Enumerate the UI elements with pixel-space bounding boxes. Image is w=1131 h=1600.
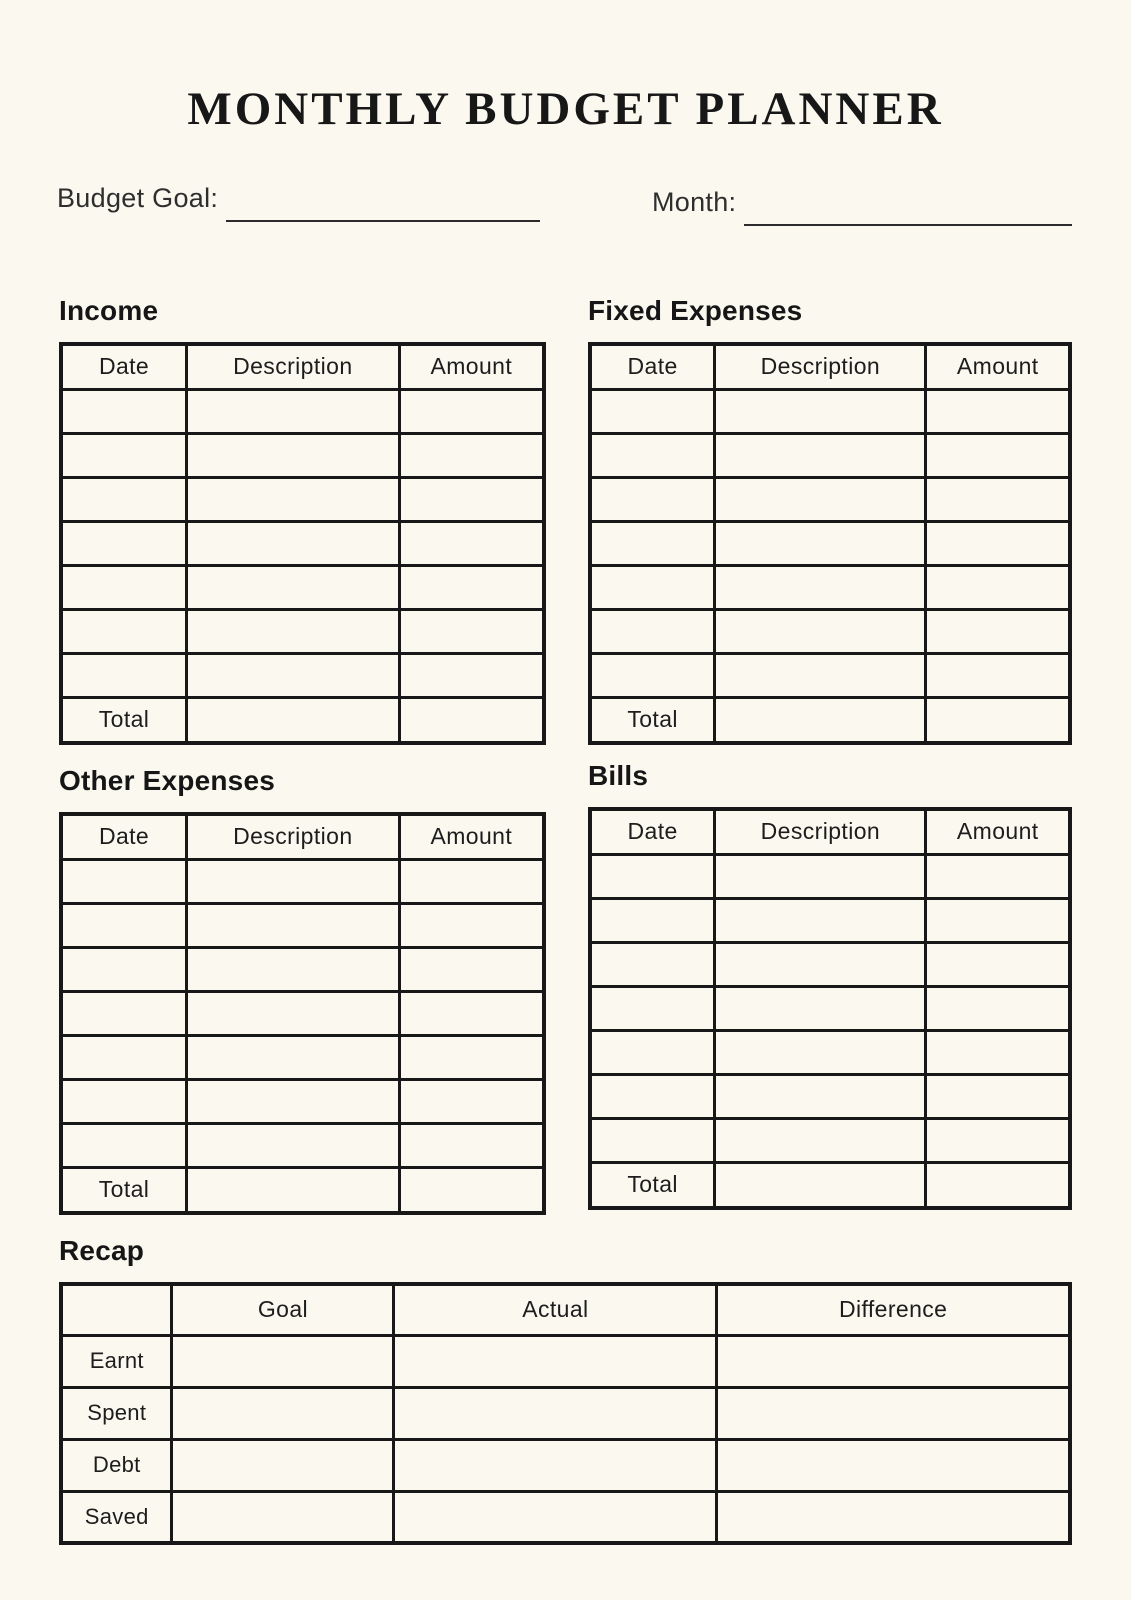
- empty-description-cell[interactable]: [715, 653, 926, 697]
- budget-goal-field: [57, 184, 540, 214]
- recap-debt-actual-cell[interactable]: [394, 1439, 717, 1491]
- entry-row: [590, 1030, 1070, 1074]
- empty-description-cell[interactable]: [187, 653, 400, 697]
- total-amount-cell[interactable]: [399, 697, 544, 743]
- empty-amount-cell[interactable]: [399, 1035, 544, 1079]
- empty-description-cell[interactable]: [187, 565, 400, 609]
- empty-date-cell[interactable]: [590, 898, 715, 942]
- empty-date-cell[interactable]: [61, 1035, 187, 1079]
- recap-debt-difference-cell[interactable]: [717, 1439, 1070, 1491]
- empty-date-cell[interactable]: [590, 389, 715, 433]
- total-description-cell[interactable]: [187, 1167, 400, 1213]
- section-bills: [588, 762, 1072, 1210]
- empty-amount-cell[interactable]: [399, 433, 544, 477]
- empty-amount-cell[interactable]: [926, 609, 1070, 653]
- recap-column-header-goal: Goal: [172, 1284, 394, 1335]
- empty-description-cell[interactable]: [715, 1030, 926, 1074]
- total-row: [61, 697, 544, 743]
- entry-row: [61, 521, 544, 565]
- recap-row-label-spent: Spent: [61, 1387, 172, 1439]
- empty-amount-cell[interactable]: [926, 653, 1070, 697]
- month-label: Month:: [652, 187, 737, 217]
- recap-row: [61, 1335, 1070, 1387]
- recap-row-label-earnt: Earnt: [61, 1335, 172, 1387]
- month-input-line[interactable]: [744, 216, 1072, 226]
- entry-row: [61, 433, 544, 477]
- empty-amount-cell[interactable]: [926, 854, 1070, 898]
- empty-amount-cell[interactable]: [926, 1074, 1070, 1118]
- empty-description-cell[interactable]: [187, 1079, 400, 1123]
- recap-table: [59, 1282, 1072, 1545]
- empty-date-cell[interactable]: [61, 991, 187, 1035]
- recap-saved-goal-cell[interactable]: [172, 1491, 394, 1543]
- empty-description-cell[interactable]: [715, 521, 926, 565]
- bills-table: [588, 807, 1072, 1210]
- empty-date-cell[interactable]: [61, 653, 187, 697]
- empty-date-cell[interactable]: [590, 433, 715, 477]
- empty-amount-cell[interactable]: [399, 947, 544, 991]
- fixed-expenses-table: [588, 342, 1072, 745]
- total-label: Total: [590, 697, 715, 743]
- income-heading: Income: [59, 295, 159, 326]
- entry-row: [590, 609, 1070, 653]
- entry-row: [590, 477, 1070, 521]
- empty-description-cell[interactable]: [187, 859, 400, 903]
- column-header-amount: Amount: [399, 344, 544, 389]
- empty-amount-cell[interactable]: [399, 477, 544, 521]
- recap-spent-actual-cell[interactable]: [394, 1387, 717, 1439]
- empty-date-cell[interactable]: [590, 653, 715, 697]
- empty-amount-cell[interactable]: [926, 942, 1070, 986]
- entry-row: [61, 653, 544, 697]
- empty-date-cell[interactable]: [590, 1074, 715, 1118]
- empty-date-cell[interactable]: [61, 1123, 187, 1167]
- entry-row: [590, 942, 1070, 986]
- empty-description-cell[interactable]: [715, 609, 926, 653]
- empty-amount-cell[interactable]: [926, 389, 1070, 433]
- empty-description-cell[interactable]: [187, 521, 400, 565]
- column-header-amount: Amount: [399, 814, 544, 859]
- entry-row: [590, 1074, 1070, 1118]
- empty-amount-cell[interactable]: [399, 859, 544, 903]
- section-other-expenses: [59, 767, 546, 1215]
- budget-goal-input-line[interactable]: [226, 212, 540, 222]
- recap-row-label-saved: Saved: [61, 1491, 172, 1543]
- empty-date-cell[interactable]: [590, 565, 715, 609]
- column-header-description: Description: [187, 344, 400, 389]
- empty-amount-cell[interactable]: [926, 433, 1070, 477]
- empty-amount-cell[interactable]: [399, 389, 544, 433]
- empty-description-cell[interactable]: [187, 903, 400, 947]
- empty-description-cell[interactable]: [187, 947, 400, 991]
- entry-row: [61, 1079, 544, 1123]
- entry-row: [61, 1123, 544, 1167]
- recap-earnt-difference-cell[interactable]: [717, 1335, 1070, 1387]
- page-title: MONTHLY BUDGET PLANNER: [187, 83, 944, 135]
- column-header-description: Description: [715, 809, 926, 854]
- empty-description-cell[interactable]: [715, 942, 926, 986]
- total-description-cell[interactable]: [715, 697, 926, 743]
- total-row: [590, 697, 1070, 743]
- column-header-date: Date: [590, 809, 715, 854]
- recap-earnt-goal-cell[interactable]: [172, 1335, 394, 1387]
- empty-amount-cell[interactable]: [926, 1030, 1070, 1074]
- empty-description-cell[interactable]: [715, 986, 926, 1030]
- column-header-description: Description: [187, 814, 400, 859]
- total-row: [590, 1162, 1070, 1208]
- total-label: Total: [590, 1162, 715, 1208]
- recap-earnt-actual-cell[interactable]: [394, 1335, 717, 1387]
- empty-date-cell[interactable]: [61, 947, 187, 991]
- empty-description-cell[interactable]: [187, 389, 400, 433]
- entry-row: [590, 433, 1070, 477]
- entry-row: [590, 854, 1070, 898]
- total-label: Total: [61, 697, 187, 743]
- total-description-cell[interactable]: [187, 697, 400, 743]
- empty-date-cell[interactable]: [590, 1030, 715, 1074]
- empty-description-cell[interactable]: [715, 477, 926, 521]
- recap-row: [61, 1439, 1070, 1491]
- empty-description-cell[interactable]: [715, 854, 926, 898]
- empty-date-cell[interactable]: [61, 1079, 187, 1123]
- total-amount-cell[interactable]: [926, 1162, 1070, 1208]
- recap-row: [61, 1491, 1070, 1543]
- income-table: [59, 342, 546, 745]
- empty-date-cell[interactable]: [61, 477, 187, 521]
- column-header-amount: Amount: [926, 344, 1070, 389]
- total-amount-cell[interactable]: [399, 1167, 544, 1213]
- empty-amount-cell[interactable]: [926, 986, 1070, 1030]
- column-header-date: Date: [61, 344, 187, 389]
- entry-row: [61, 609, 544, 653]
- entry-row: [61, 565, 544, 609]
- empty-date-cell[interactable]: [61, 521, 187, 565]
- entry-row: [61, 477, 544, 521]
- entry-row: [590, 521, 1070, 565]
- recap-column-header-difference: Difference: [717, 1284, 1070, 1335]
- empty-description-cell[interactable]: [715, 898, 926, 942]
- empty-description-cell[interactable]: [715, 1074, 926, 1118]
- budget-goal-label: Budget Goal:: [57, 183, 219, 213]
- entry-row: [61, 389, 544, 433]
- recap-saved-difference-cell[interactable]: [717, 1491, 1070, 1543]
- entry-row: [61, 947, 544, 991]
- empty-description-cell[interactable]: [715, 565, 926, 609]
- empty-date-cell[interactable]: [61, 389, 187, 433]
- empty-date-cell[interactable]: [590, 609, 715, 653]
- column-header-date: Date: [61, 814, 187, 859]
- empty-amount-cell[interactable]: [926, 521, 1070, 565]
- empty-description-cell[interactable]: [187, 1123, 400, 1167]
- empty-date-cell[interactable]: [590, 521, 715, 565]
- entry-row: [61, 1035, 544, 1079]
- total-amount-cell[interactable]: [926, 697, 1070, 743]
- entry-row: [590, 898, 1070, 942]
- empty-description-cell[interactable]: [187, 609, 400, 653]
- total-description-cell[interactable]: [715, 1162, 926, 1208]
- empty-amount-cell[interactable]: [399, 565, 544, 609]
- entry-row: [590, 389, 1070, 433]
- entry-row: [590, 653, 1070, 697]
- column-header-amount: Amount: [926, 809, 1070, 854]
- other-expenses-heading: Other Expenses: [59, 765, 275, 796]
- empty-description-cell[interactable]: [187, 477, 400, 521]
- recap-spent-difference-cell[interactable]: [717, 1387, 1070, 1439]
- recap-corner-cell: [61, 1284, 172, 1335]
- other-expenses-table: [59, 812, 546, 1215]
- entry-row: [590, 1118, 1070, 1162]
- recap-saved-actual-cell[interactable]: [394, 1491, 717, 1543]
- empty-date-cell[interactable]: [61, 609, 187, 653]
- empty-description-cell[interactable]: [187, 433, 400, 477]
- entry-row: [61, 991, 544, 1035]
- month-field: [652, 188, 1072, 218]
- total-label: Total: [61, 1167, 187, 1213]
- empty-description-cell[interactable]: [187, 991, 400, 1035]
- empty-amount-cell[interactable]: [399, 653, 544, 697]
- empty-date-cell[interactable]: [61, 859, 187, 903]
- recap-row: [61, 1387, 1070, 1439]
- empty-amount-cell[interactable]: [399, 521, 544, 565]
- empty-date-cell[interactable]: [590, 477, 715, 521]
- recap-debt-goal-cell[interactable]: [172, 1439, 394, 1491]
- total-row: [61, 1167, 544, 1213]
- empty-date-cell[interactable]: [61, 565, 187, 609]
- section-income: [59, 297, 546, 745]
- entry-row: [61, 903, 544, 947]
- section-recap: [59, 1237, 1072, 1545]
- empty-description-cell[interactable]: [715, 433, 926, 477]
- fixed-expenses-heading: Fixed Expenses: [588, 295, 803, 326]
- empty-amount-cell[interactable]: [399, 991, 544, 1035]
- empty-date-cell[interactable]: [61, 433, 187, 477]
- section-fixed-expenses: [588, 297, 1072, 745]
- recap-spent-goal-cell[interactable]: [172, 1387, 394, 1439]
- empty-amount-cell[interactable]: [926, 477, 1070, 521]
- column-header-description: Description: [715, 344, 926, 389]
- empty-amount-cell[interactable]: [926, 1118, 1070, 1162]
- empty-description-cell[interactable]: [715, 389, 926, 433]
- empty-description-cell[interactable]: [187, 1035, 400, 1079]
- empty-amount-cell[interactable]: [399, 609, 544, 653]
- empty-amount-cell[interactable]: [926, 898, 1070, 942]
- empty-date-cell[interactable]: [590, 986, 715, 1030]
- empty-amount-cell[interactable]: [399, 903, 544, 947]
- recap-row-label-debt: Debt: [61, 1439, 172, 1491]
- entry-row: [590, 565, 1070, 609]
- empty-date-cell[interactable]: [590, 1118, 715, 1162]
- empty-description-cell[interactable]: [715, 1118, 926, 1162]
- recap-heading: Recap: [59, 1235, 145, 1266]
- empty-date-cell[interactable]: [61, 903, 187, 947]
- empty-date-cell[interactable]: [590, 854, 715, 898]
- empty-amount-cell[interactable]: [399, 1079, 544, 1123]
- entry-row: [590, 986, 1070, 1030]
- empty-amount-cell[interactable]: [399, 1123, 544, 1167]
- recap-column-header-actual: Actual: [394, 1284, 717, 1335]
- bills-heading: Bills: [588, 760, 649, 791]
- empty-date-cell[interactable]: [590, 942, 715, 986]
- column-header-date: Date: [590, 344, 715, 389]
- empty-amount-cell[interactable]: [926, 565, 1070, 609]
- entry-row: [61, 859, 544, 903]
